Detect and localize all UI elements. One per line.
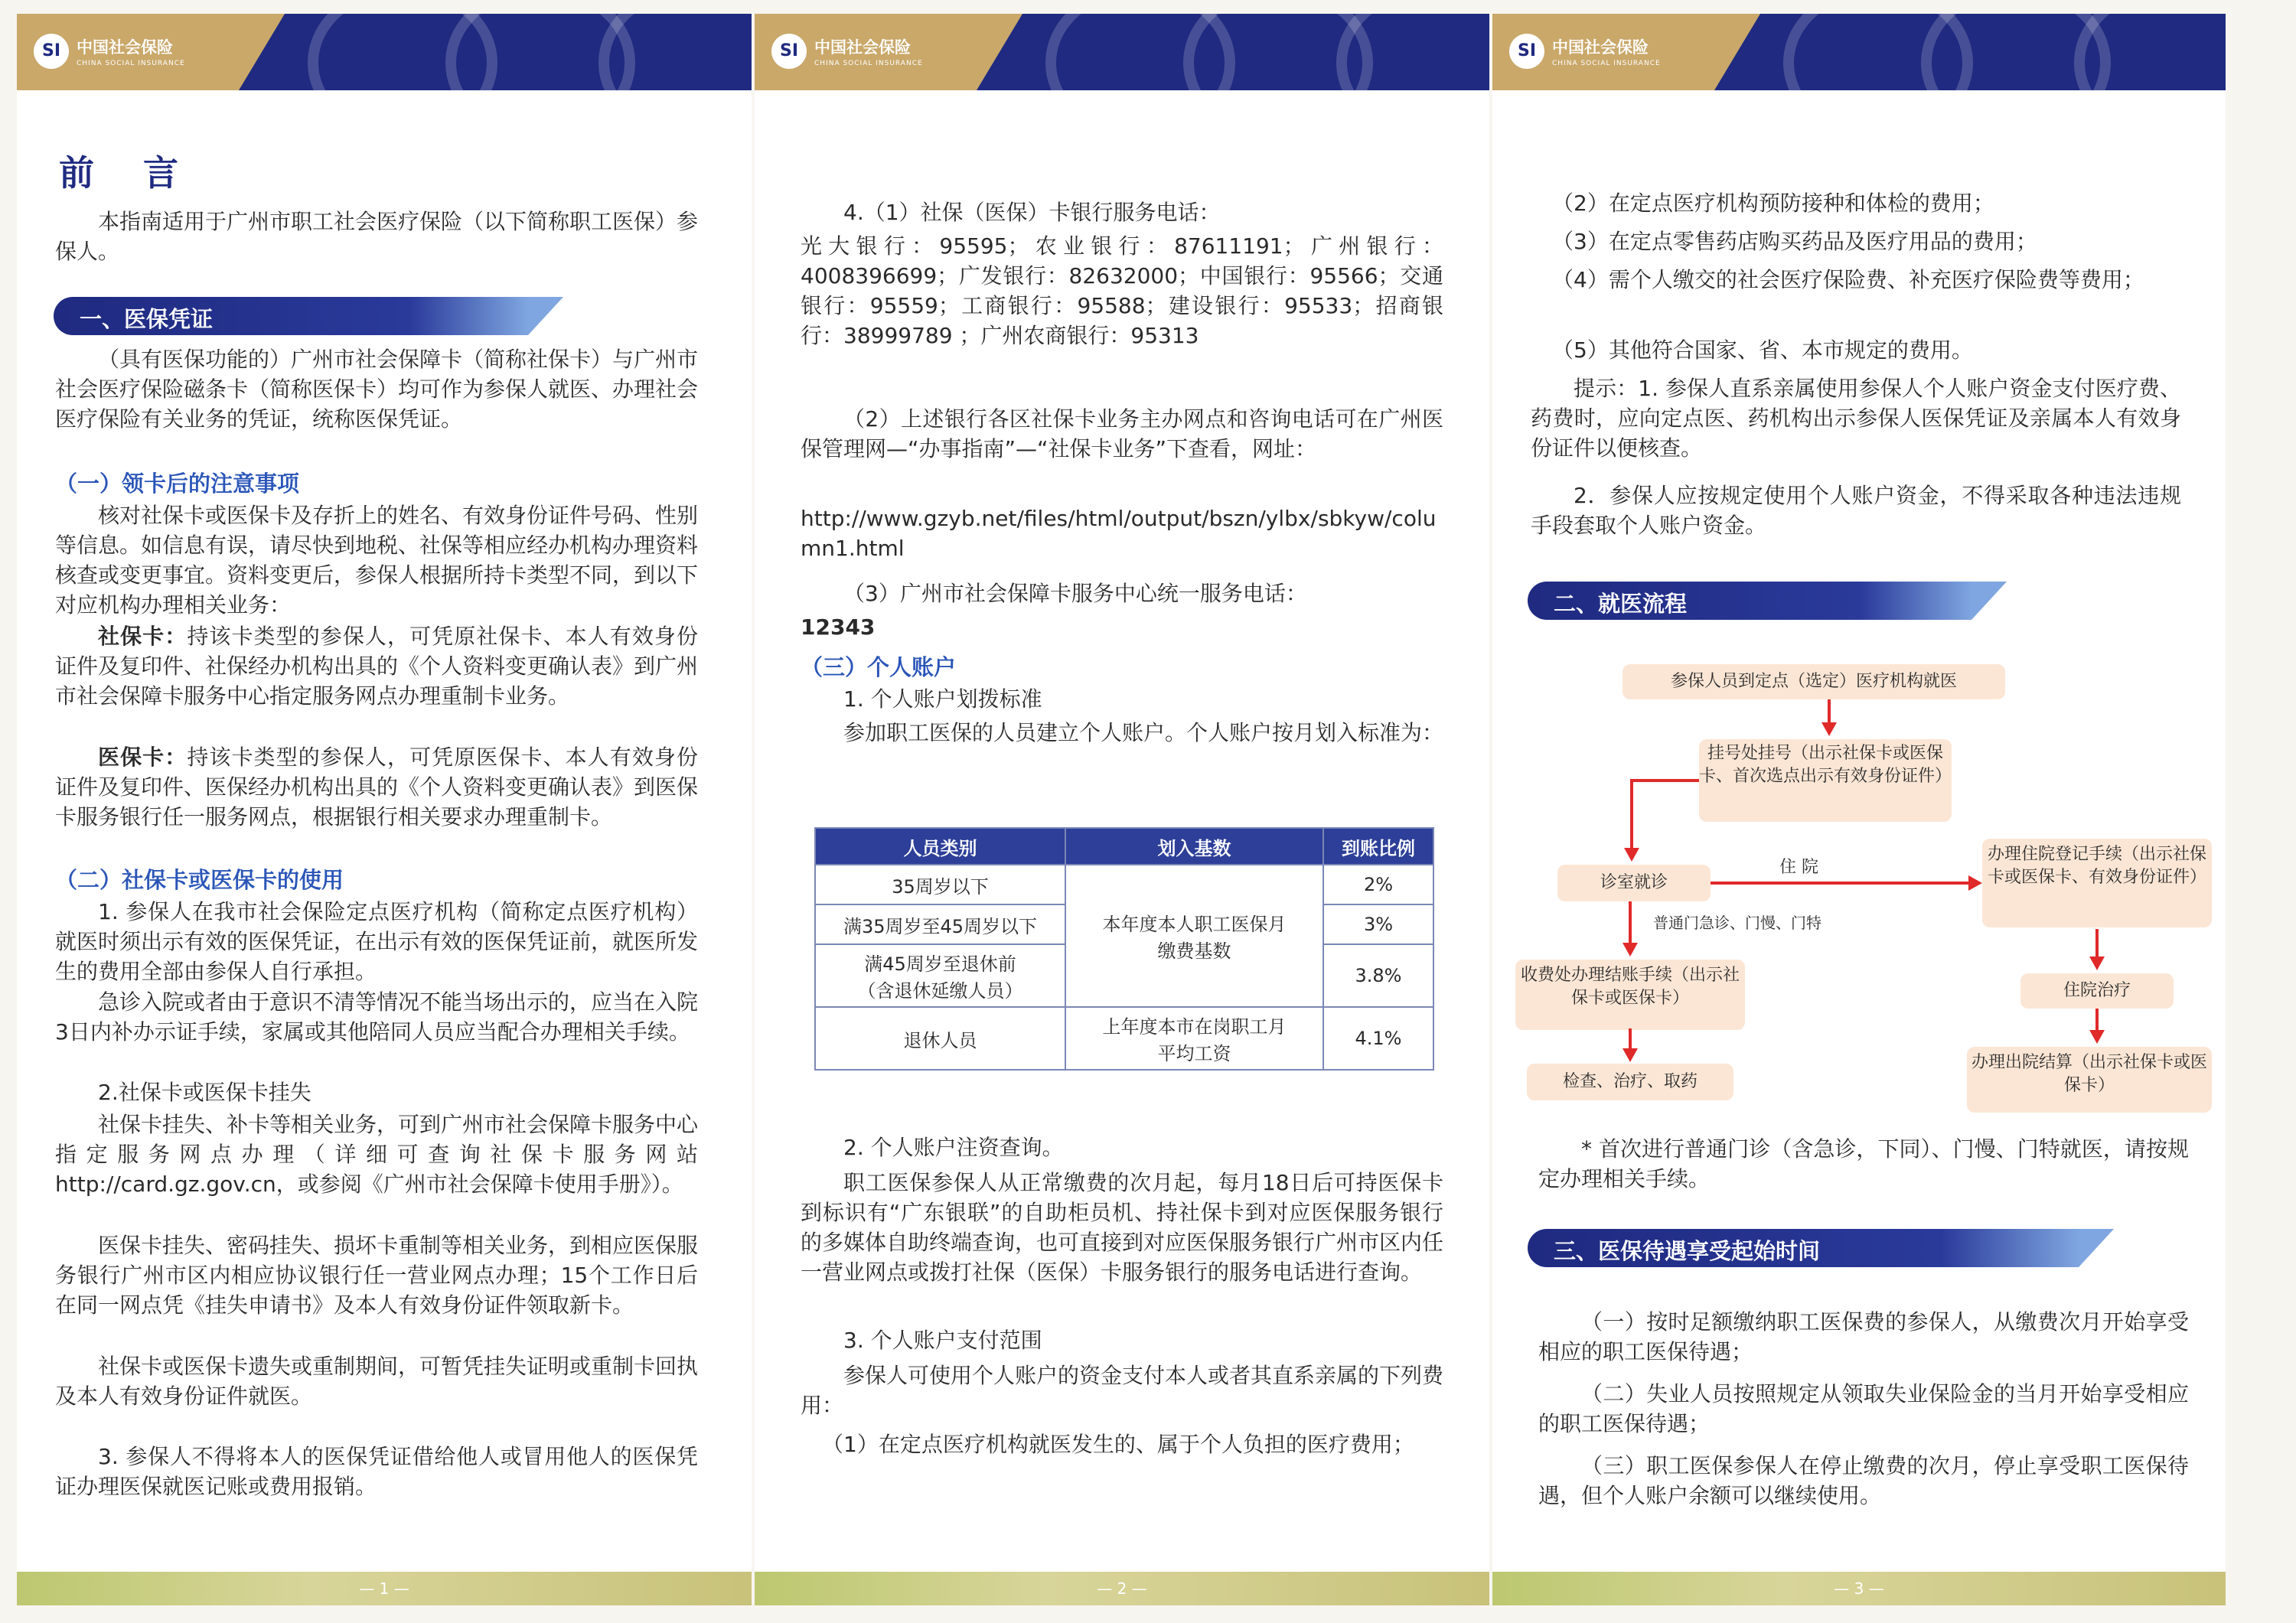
scope-item-4: （4）需个人缴交的社会医疗保险费、补充医疗保险费等费用； [1552, 267, 2144, 292]
si-logo-icon: SI [34, 34, 69, 69]
table-cell: 2% [1323, 865, 1433, 904]
flow-discharge: 办理出院结算（出示社保卡或医保卡） [1967, 1047, 2212, 1113]
si-logo-icon: SI [771, 34, 807, 69]
bank-branch-info: （2）上述银行各区社保卡业务主办网点和咨询电话可在广州医保管理网—“办事指南”—“社保卡业务”下查看，网址： [801, 406, 1443, 461]
brand-name-en: CHINA SOCIAL INSURANCE [77, 60, 185, 67]
brand-name: 中国社会保险 [1552, 38, 1649, 57]
scope-item-5: （5）其他符合国家、省、本市规定的费用。 [1552, 337, 1973, 363]
outpatient-label: 普通门急诊、门慢、门特 [1653, 914, 1821, 932]
intro-text: 本指南适用于广州市职工社会医疗保险（以下简称职工医保）参保人。 [55, 209, 699, 264]
account-scope-title: 3. 个人账户支付范围 [843, 1328, 1042, 1353]
account-query-title: 2. 个人账户注资查询。 [843, 1135, 1064, 1160]
flow-inpatient-treatment: 住院治疗 [2020, 973, 2174, 1009]
usage-3-text: 3. 参保人不得将本人的医保凭证借给他人或冒用他人的医保凭证办理医保就医记账或费用报销。 [55, 1444, 698, 1499]
table-cell: 35周岁以下 [815, 865, 1065, 904]
account-standard-text: 参加职工医保的人员建立个人账户。个人账户按月划入标准为： [843, 720, 1444, 745]
brand-logo [755, 14, 977, 90]
brand-name-en: CHINA SOCIAL INSURANCE [814, 60, 923, 67]
ssc-hotline-number: 12343 [801, 614, 876, 640]
notes-text: 核对社保卡或医保卡及存折上的姓名、有效身份证件号码、性别等信息。如信息有误，请尽快到地税、社保等相应经办机构办理资料核查或变更事宜。资料变更后，参保人根据所持卡类型不同，到以下对应机构办理相关业务： [55, 503, 699, 618]
brand-name: 中国社会保险 [77, 38, 173, 57]
table-header-cell: 划入基数 [1065, 828, 1323, 865]
usage-2b-text: 医保卡挂失、密码挂失、损坏卡重制等相关业务，到相应医保服务银行广州市区内相应协议银行任一营业网点办理；15个工作日后在同一网点凭《挂失申请书》及本人有效身份证件领取新卡。 [55, 1233, 699, 1318]
table-header-row [815, 828, 1433, 865]
usage-1b-text: 急诊入院或者由于意识不清等情况不能当场出示的，应当在入院3日内补办示证手续，家属或其他陪同人员应当配合办理相关手续。 [55, 989, 699, 1045]
gzyb-url-link[interactable]: http://www.gzyb.net/files/html/output/bszn/ylbx/sbkyw/column1.html [801, 506, 1437, 561]
page-number: — 3 — [1834, 1579, 1884, 1598]
table-cell: 退休人员 [815, 1007, 1065, 1070]
brand-logo [1492, 14, 1714, 90]
account-standard-title: 1. 个人账户划拨标准 [843, 686, 1042, 712]
subsection-title-account: （三）个人账户 [801, 654, 957, 680]
page-footer [1492, 1572, 2226, 1605]
account-scope-text: 参保人可使用个人账户的资金支付本人或者其直系亲属的下列费用： [801, 1363, 1444, 1418]
table-cell: 上年度本市在岗职工月平均工资 [1065, 1007, 1323, 1070]
page-3 [1492, 14, 2226, 1605]
bank-hotlines: 光大银行：95595；农业银行：87611191；广州银行：4008396699；广发银行：82632000；中国银行：95566；交通银行：95559；工商银行：95588；建设银行：95533；招商银行：38999789 ；广州农商银行：95313 [801, 233, 1443, 348]
table-row [815, 865, 1433, 904]
section-header-credentials: 一、医保凭证 [54, 297, 528, 335]
page-header [755, 14, 1489, 90]
subsection-title-usage: （二）社保卡或医保卡的使用 [55, 867, 344, 893]
start-time-3: （三）职工医保参保人在停止缴费的次月，停止享受职工医保待遇，但个人账户余额可以继续使用。 [1538, 1453, 2189, 1508]
flow-consultation: 诊室就诊 [1557, 865, 1711, 901]
allocation-table [814, 827, 1434, 1071]
brand-logo [17, 14, 239, 90]
scope-item-3: （3）在定点零售药店购买药品及医疗用品的费用； [1552, 229, 2037, 254]
table-row [815, 1007, 1433, 1070]
account-query-text: 职工医保参保人从正常缴费的次月起，每月18日后可持医保卡到标识有“广东银联”的自助柜员机、持社保卡到对应医保服务银行的多媒体自助终端查询，也可直接到对应医保服务银行广州市区内任一营业网点或拨打社保（医保）卡服务银行的服务电话进行查询。 [801, 1170, 1444, 1285]
credentials-text: （具有医保功能的）广州市社会保障卡（简称社保卡）与广州市社会医疗保险磁条卡（简称医保卡）均可作为参保人就医、办理社会医疗保险有关业务的凭证，统称医保凭证。 [55, 347, 699, 432]
start-time-2: （二）失业人员按照规定从领取失业保险金的当月开始享受相应的职工医保待遇； [1538, 1381, 2189, 1436]
sbk-paragraph: 社保卡：持该卡类型的参保人，可凭原社保卡、本人有效身份证件及复印件、社保经办机构出具的《个人资料变更确认表》到广州市社会保障卡服务中心指定服务网点办理重制卡业务。 [55, 624, 699, 709]
page-footer [17, 1572, 752, 1605]
si-logo-icon: SI [1509, 34, 1544, 69]
section-header-start-time: 三、医保待遇享受起始时间 [1528, 1229, 2079, 1267]
flow-registration: 挂号处挂号（出示社保卡或医保卡、首次选点出示有效身份证件） [1699, 739, 1952, 822]
inpatient-label: 住 院 [1779, 858, 1818, 877]
page-number: — 1 — [359, 1579, 409, 1598]
page-header [17, 14, 752, 90]
page-2 [755, 14, 1489, 1605]
section-header-process: 二、就医流程 [1528, 582, 1971, 620]
table-header-cell: 到账比例 [1323, 828, 1433, 865]
tip-1: 提示：1. 参保人直系亲属使用参保人个人账户资金支付医疗费、药费时，应向定点医、药机构出示参保人医保凭证及亲属本人有效身份证件以便核查。 [1531, 376, 2181, 461]
flow-admission: 办理住院登记手续（出示社保卡或医保卡、有效身份证件） [1982, 839, 2212, 927]
page-1 [17, 14, 752, 1605]
table-cell: 3.8% [1323, 944, 1433, 1007]
page-number: — 2 — [1097, 1579, 1147, 1598]
flow-note: * 首次进行普通门诊（含急诊，下同）、门慢、门特就医，请按规定办理相关手续。 [1538, 1136, 2189, 1191]
page-footer [755, 1572, 1489, 1605]
usage-2c-text: 社保卡或医保卡遗失或重制期间，可暂凭挂失证明或重制卡回执及本人有效身份证件就医。 [55, 1354, 699, 1409]
brand-name-en: CHINA SOCIAL INSURANCE [1552, 60, 1661, 67]
flow-start: 参保人员到定点（选定）医疗机构就医 [1623, 664, 2005, 699]
table-cell: 4.1% [1323, 1007, 1433, 1070]
table-header-cell: 人员类别 [815, 828, 1065, 865]
scope-item-2: （2）在定点医疗机构预防接种和体检的费用； [1552, 191, 1994, 216]
page-header [1492, 14, 2226, 90]
usage-2-title: 2.社保卡或医保卡挂失 [98, 1080, 311, 1105]
account-scope-item-1: （1）在定点医疗机构就医发生的、属于个人负担的医疗费用； [822, 1432, 1414, 1457]
usage-2a-text: 社保卡挂失、补卡等相关业务，可到广州市社会保障卡服务中心指定服务网点办理（详细可查询社保卡服务网站http://card.gz.gov.cn，或参阅《广州市社会保障卡使用手册》）。 [55, 1112, 699, 1197]
usage-1-text: 1. 参保人在我市社会保险定点医疗机构（简称定点医疗机构）就医时须出示有效的医保凭证，在出示有效的医保凭证前，就医所发生的费用全部由参保人自行承担。 [55, 899, 699, 984]
page-title: 前 言 [59, 152, 197, 194]
table-cell: 本年度本人职工医保月缴费基数 [1065, 865, 1323, 1007]
flow-cashier: 收费处办理结账手续（出示社保卡或医保卡） [1515, 960, 1745, 1030]
table-cell: 满45周岁至退休前（含退休延缴人员） [815, 944, 1065, 1007]
table-cell: 满35周岁至45周岁以下 [815, 904, 1065, 944]
tip-2: 2．参保人应按规定使用个人账户资金，不得采取各种违法违规手段套取个人账户资金。 [1531, 483, 2181, 538]
flow-exam: 检查、治疗、取药 [1527, 1064, 1733, 1100]
subsection-title-notes: （一）领卡后的注意事项 [55, 471, 300, 497]
bank-hotline-title: 4.（1）社保（医保）卡银行服务电话： [843, 200, 1221, 225]
brand-name: 中国社会保险 [814, 38, 911, 57]
start-time-1: （一）按时足额缴纳职工医保费的参保人，从缴费次月开始享受相应的职工医保待遇； [1538, 1309, 2189, 1364]
ybk-paragraph: 医保卡：持该卡类型的参保人，可凭原医保卡、本人有效身份证件及复印件、医保经办机构出具的《个人资料变更确认表》到医保卡服务银行任一服务网点，根据银行相关要求办理重制卡。 [55, 745, 699, 829]
table-cell: 3% [1323, 904, 1433, 944]
ssc-hotline-title: （3）广州市社会保障卡服务中心统一服务电话： [843, 581, 1307, 606]
